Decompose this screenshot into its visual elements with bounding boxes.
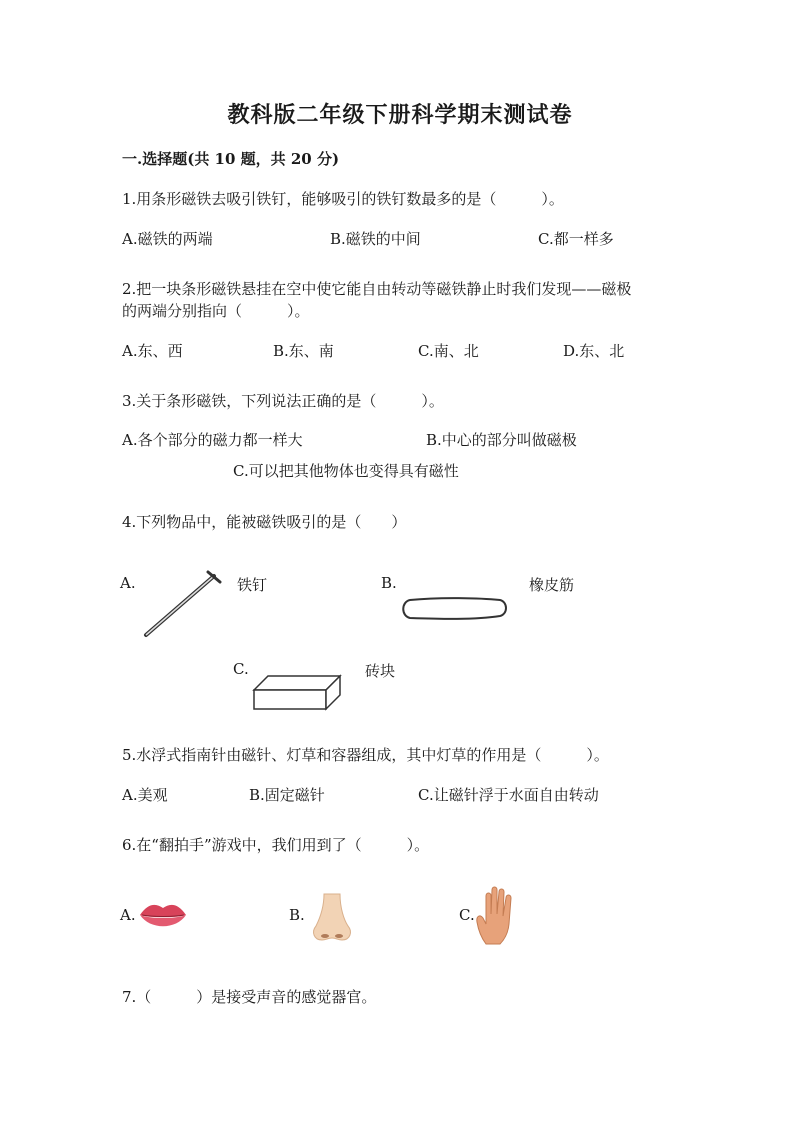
- option-label: 砖块: [365, 662, 396, 680]
- option-letter: A.: [120, 906, 136, 924]
- question-2-option-a[interactable]: A.东、西: [122, 342, 183, 360]
- option-label: 铁钉: [237, 576, 268, 594]
- option-letter: B.: [381, 574, 397, 592]
- page-title: 教科版二年级下册科学期末测试卷: [227, 102, 573, 128]
- question-2-option-d[interactable]: D.东、北: [563, 342, 625, 360]
- option-letter: A.: [120, 574, 136, 592]
- question-1-option-c[interactable]: C.都一样多: [538, 230, 614, 248]
- hand-icon: [474, 884, 520, 946]
- question-2-stem-line2: 的两端分别指向（ ）。: [122, 302, 310, 320]
- question-1-stem: 1.用条形磁铁去吸引铁钉，能够吸引的铁钉数最多的是（ ）。: [122, 190, 564, 208]
- question-1-option-a[interactable]: A.磁铁的两端: [122, 230, 213, 248]
- rubber-band-icon: [400, 596, 510, 622]
- section-heading: 一.选择题(共 10 题，共 20 分): [122, 150, 340, 168]
- nose-icon: [310, 892, 354, 944]
- lips-icon: [138, 900, 188, 932]
- question-1-option-b[interactable]: B.磁铁的中间: [330, 230, 421, 248]
- question-5-option-c[interactable]: C.让磁针浮于水面自由转动: [418, 786, 599, 804]
- brick-icon: [252, 672, 344, 712]
- option-letter: C.: [459, 906, 475, 924]
- question-3-option-c[interactable]: C.可以把其他物体也变得具有磁性: [233, 462, 459, 480]
- question-5-option-a[interactable]: A.美观: [122, 786, 168, 804]
- question-2-option-c[interactable]: C.南、北: [418, 342, 479, 360]
- question-3-option-a[interactable]: A.各个部分的磁力都一样大: [122, 431, 303, 449]
- question-3-option-b[interactable]: B.中心的部分叫做磁极: [426, 431, 577, 449]
- question-5-option-b[interactable]: B.固定磁针: [249, 786, 325, 804]
- question-7-stem: 7.（ ）是接受声音的感觉器官。: [122, 988, 377, 1006]
- question-2-stem-line1: 2.把一块条形磁铁悬挂在空中使它能自由转动等磁铁静止时我们发现——磁极: [122, 280, 632, 298]
- option-letter: B.: [289, 906, 305, 924]
- question-2-option-b[interactable]: B.东、南: [273, 342, 334, 360]
- question-3-stem: 3.关于条形磁铁，下列说法正确的是（ ）。: [122, 392, 444, 410]
- question-5-stem: 5.水浮式指南针由磁针、灯草和容器组成，其中灯草的作用是（ ）。: [122, 746, 609, 764]
- option-letter: C.: [233, 660, 249, 678]
- question-6-stem: 6.在“翻拍手”游戏中，我们用到了（ ）。: [122, 836, 430, 854]
- question-4-stem: 4.下列物品中，能被磁铁吸引的是（ ）: [122, 513, 407, 531]
- nail-icon: [140, 570, 225, 640]
- option-label: 橡皮筋: [529, 576, 575, 594]
